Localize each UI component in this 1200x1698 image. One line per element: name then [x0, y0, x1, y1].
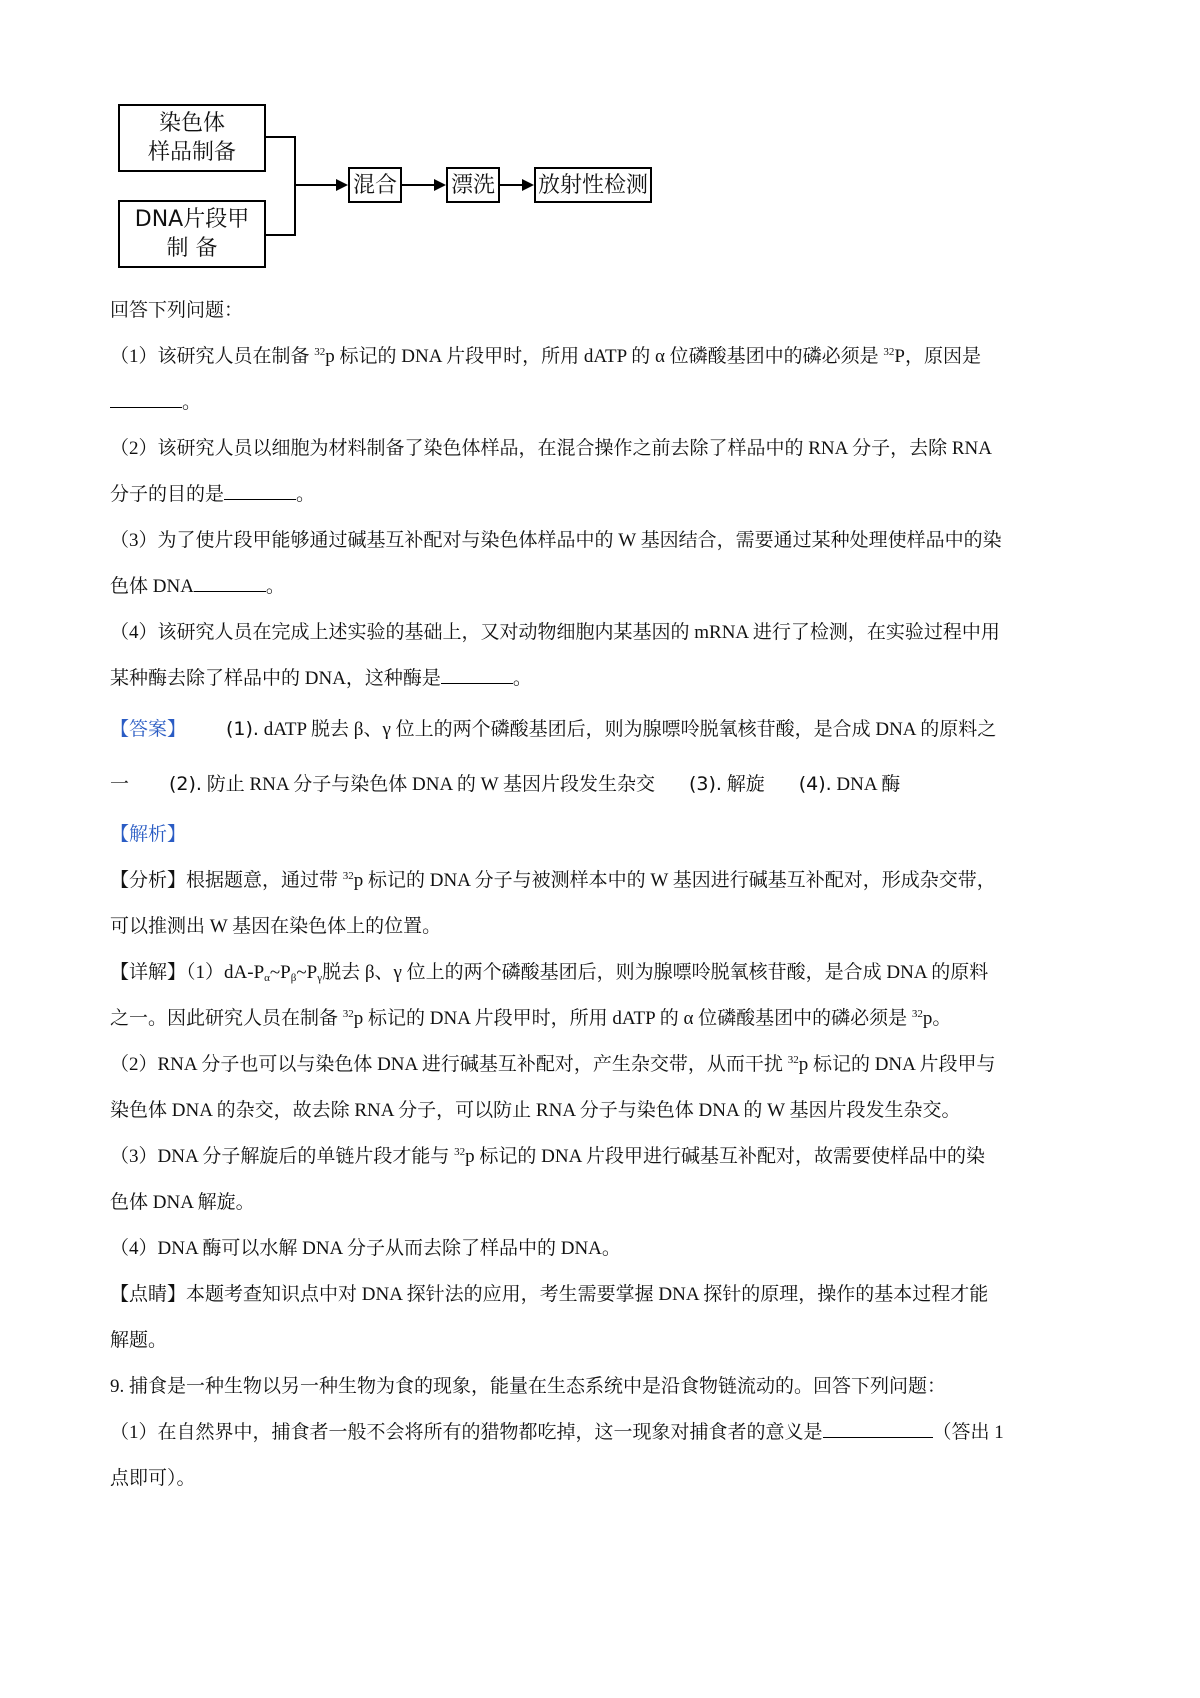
- box-rinse-label: 漂洗: [450, 172, 495, 198]
- q2-text-b: 分子的目的是: [110, 484, 225, 505]
- fx-sup: 32: [342, 870, 354, 882]
- box-detect-label: 放射性检测: [537, 172, 648, 198]
- xj-label: 【详解】: [110, 962, 187, 983]
- answer-3-text: 解旋: [726, 774, 765, 795]
- comment-line2: 解题。: [110, 1330, 168, 1351]
- q9-1-text-b: （答出 1: [932, 1422, 1004, 1443]
- box-chromosome-line2: 样品制备: [147, 140, 236, 165]
- box-mix-label: 混合: [352, 172, 397, 198]
- fx-text-a: 根据题意，通过带: [186, 870, 339, 891]
- xj2-b: p 标记的 DNA 片段甲与: [798, 1054, 996, 1075]
- q9-1-text-a: （1）在自然界中，捕食者一般不会将所有的猎物都吃掉，这一现象对捕食者的意义是: [110, 1422, 823, 1443]
- detail-2-line2: 染色体 DNA 的杂交，故去除 RNA 分子，可以防止 RNA 分子与染色体 DNA 的 W 基因片段发生杂交。: [110, 1100, 961, 1121]
- analysis-fx-line2: 可以推测出 W 基因在染色体上的位置。: [110, 916, 442, 937]
- arrow-to-rinse: [402, 184, 434, 186]
- answer-1-tail: 一: [110, 774, 130, 795]
- answer-label: 【答案】: [110, 719, 187, 740]
- xj1-c: ~P: [296, 962, 318, 983]
- xj1-e: 之一。因此研究人员在制备: [110, 1008, 339, 1029]
- question-9-1-line2: 点即可）。: [110, 1468, 196, 1489]
- box-chromosome-prep: [118, 104, 266, 172]
- q9-1-answer-blank: [823, 1415, 933, 1438]
- answer-line2: [110, 757, 1100, 812]
- question-4-line2: [110, 656, 1100, 702]
- box-rinse: [446, 167, 500, 203]
- detail-1-line2: [110, 996, 1100, 1042]
- q3-text-b: 色体 DNA: [110, 576, 194, 597]
- document-body: [110, 288, 1100, 1502]
- question-3-line1: （3）为了使片段甲能够通过碱基互补配对与染色体样品中的 W 基因结合，需要通过某种处理使样品中的染: [110, 530, 1002, 551]
- connector-bottom: [266, 234, 296, 236]
- xj1-d: 脱去 β、γ 位上的两个磷酸基团后，则为腺嘌呤脱氧核苷酸，是合成 DNA 的原料: [322, 962, 989, 983]
- xj2-a: （2）RNA 分子也可以与染色体 DNA 进行碱基互补配对，产生杂交带，从而干扰: [110, 1054, 783, 1075]
- answer-2-num: (2).: [169, 773, 202, 795]
- answer-2-text: 防止 RNA 分子与染色体 DNA 的 W 基因片段发生杂交: [206, 774, 655, 795]
- dj-a: 本题考查知识点中对 DNA 探针法的应用，考生需要掌握 DNA 探针的原理，操作的基本过程才能: [186, 1284, 989, 1305]
- box-dna-line1: DNA片段甲: [134, 207, 250, 232]
- q1-answer-blank: [110, 385, 182, 408]
- xj1-sub-gamma: γ: [317, 972, 323, 984]
- q2-answer-blank: [224, 477, 296, 500]
- detail-3-line2: 色体 DNA 解旋。: [110, 1192, 255, 1213]
- box-chromosome-line1: 染色体: [158, 111, 225, 136]
- question-4-line1: （4）该研究人员在完成上述实验的基础上，又对动物细胞内某基因的 mRNA 进行了检测，在实验过程中用: [110, 622, 1000, 643]
- q4-end: 。: [512, 668, 532, 689]
- q1-sup-2: 32: [883, 346, 895, 358]
- q1-sup-1: 32: [314, 346, 326, 358]
- box-dna-fragment-prep: [118, 200, 266, 268]
- question-3-line2: [110, 564, 1100, 610]
- answer-1-num: (1).: [226, 718, 259, 740]
- arrowhead-rinse: [434, 179, 446, 191]
- xj1-g: p。: [922, 1008, 952, 1029]
- analysis-fx-line1: [110, 858, 1100, 904]
- box-mix: [348, 167, 402, 203]
- detail-3-line1: [110, 1134, 1100, 1180]
- detail-4: （4）DNA 酶可以水解 DNA 分子从而去除了样品中的 DNA。: [110, 1238, 621, 1259]
- q2-end: 。: [296, 484, 316, 505]
- box-dna-line2: 制 备: [166, 236, 218, 261]
- comment-line1: [110, 1272, 1100, 1318]
- xj3-a: （3）DNA 分子解旋后的单链片段才能与: [110, 1146, 450, 1167]
- arrowhead-mix: [336, 179, 348, 191]
- q1-text-c: P，原因是: [894, 346, 981, 367]
- q1-end: 。: [182, 392, 202, 413]
- arrow-to-mix: [296, 184, 336, 186]
- connector-vertical: [294, 136, 296, 236]
- questions-intro: 回答下列问题：: [110, 300, 244, 321]
- box-radioactivity-detect: [534, 167, 652, 203]
- detail-1-line1: [110, 950, 1100, 996]
- xj1-f: p 标记的 DNA 片段甲时，所用 dATP 的 α 位磷酸基团中的磷必须是: [353, 1008, 908, 1029]
- question-2-line1: （2）该研究人员以细胞为材料制备了染色体样品，在混合操作之前去除了样品中的 RNA 分子，去除 RNA: [110, 438, 992, 459]
- answer-line1: [110, 702, 1100, 757]
- q3-answer-blank: [194, 569, 266, 592]
- question-1-line1: [110, 334, 1100, 380]
- xj3-b: p 标记的 DNA 片段甲进行碱基互补配对，故需要使样品中的染: [465, 1146, 985, 1167]
- question-1-line2: [110, 380, 1100, 426]
- xj1-sup-2: 32: [911, 1008, 923, 1020]
- xj1-a: （1）dA-P: [186, 962, 265, 983]
- question-2-line2: [110, 472, 1100, 518]
- xj3-sup: 32: [454, 1146, 466, 1158]
- dj-label: 【点睛】: [110, 1284, 187, 1305]
- answer-4-num: (4).: [798, 773, 832, 795]
- xj2-sup: 32: [787, 1054, 799, 1066]
- q4-answer-blank: [441, 661, 513, 684]
- arrowhead-detect: [522, 179, 534, 191]
- flow-diagram: [0, 0, 700, 290]
- xj1-sub-beta: β: [290, 972, 297, 984]
- q3-end: 。: [265, 576, 285, 597]
- answer-3-num: (3).: [689, 773, 722, 795]
- detail-2-line1: [110, 1042, 1100, 1088]
- xj1-b: ~P: [269, 962, 291, 983]
- arrow-to-detect: [500, 184, 522, 186]
- question-9-stem: 9. 捕食是一种生物以另一种生物为食的现象，能量在生态系统中是沿食物链流动的。回答下列问题：: [110, 1376, 947, 1397]
- xj1-sub-alpha: α: [264, 972, 270, 984]
- connector-top: [266, 136, 296, 138]
- xj1-sup-1: 32: [342, 1008, 354, 1020]
- analysis-label: 【解析】: [110, 824, 187, 845]
- q4-text-b: 某种酶去除了样品中的 DNA，这种酶是: [110, 668, 441, 689]
- question-9-1-line1: [110, 1410, 1100, 1456]
- q1-text-a: （1）该研究人员在制备: [110, 346, 310, 367]
- answer-1-text: dATP 脱去 β、γ 位上的两个磷酸基团后，则为腺嘌呤脱氧核苷酸，是合成 DNA 的原料之: [263, 719, 997, 740]
- fx-text-b: p 标记的 DNA 分子与被测样本中的 W 基因进行碱基互补配对，形成杂交带，: [353, 870, 996, 891]
- fx-label: 【分析】: [110, 870, 187, 891]
- answer-4-text: DNA 酶: [836, 774, 901, 795]
- q1-text-b: p 标记的 DNA 片段甲时，所用 dATP 的 α 位磷酸基团中的磷必须是: [325, 346, 879, 367]
